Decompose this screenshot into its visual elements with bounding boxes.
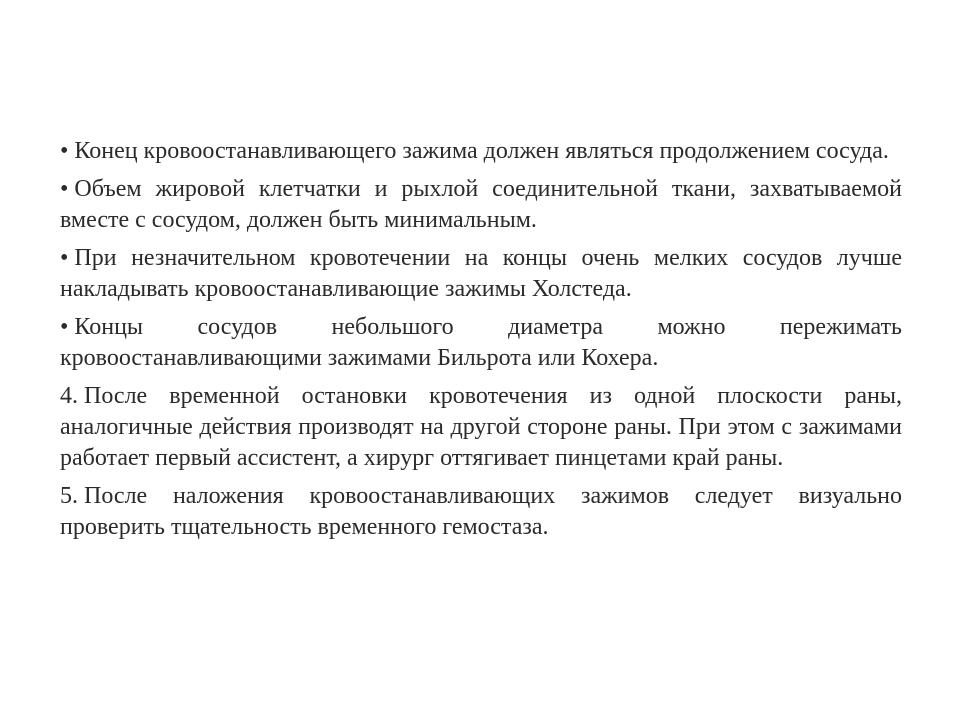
paragraph-text: При незначительном кровотечении на концы очень мелких сосудов лучше накладывать кровоостанавливающие зажимы Холстеда. (60, 245, 902, 302)
paragraph-5 (60, 381, 902, 474)
paragraph-2 (60, 174, 902, 236)
bullet-marker: • (60, 245, 69, 271)
paragraph-text: Конец кровоостанавливающего зажима должен являться продолжением сосуда. (74, 138, 889, 164)
paragraph-1 (60, 136, 902, 167)
paragraph-4 (60, 312, 902, 374)
paragraph-text: После временной остановки кровотечения из одной плоскости раны, аналогичные действия производят на другой стороне раны. При этом с зажимами работает первый ассистент, а хирург оттягивает пинцетами край раны. (60, 383, 902, 471)
paragraph-6 (60, 481, 902, 543)
paragraph-3 (60, 243, 902, 305)
number-marker: 5. (60, 483, 78, 509)
bullet-marker: • (60, 176, 69, 202)
bullet-marker: • (60, 138, 69, 164)
bullet-marker: • (60, 314, 69, 340)
paragraph-text: Объем жировой клетчатки и рыхлой соединительной ткани, захватываемой вместе с сосудом, должен быть минимальным. (60, 176, 902, 233)
paragraph-text: Концы сосудов небольшого диаметра можно пережимать кровоостанавливающими зажимами Бильрота или Кохера. (60, 314, 902, 371)
slide-body (60, 136, 902, 550)
paragraph-text: После наложения кровоостанавливающих зажимов следует визуально проверить тщательность временного гемостаза. (60, 483, 902, 540)
number-marker: 4. (60, 383, 78, 409)
